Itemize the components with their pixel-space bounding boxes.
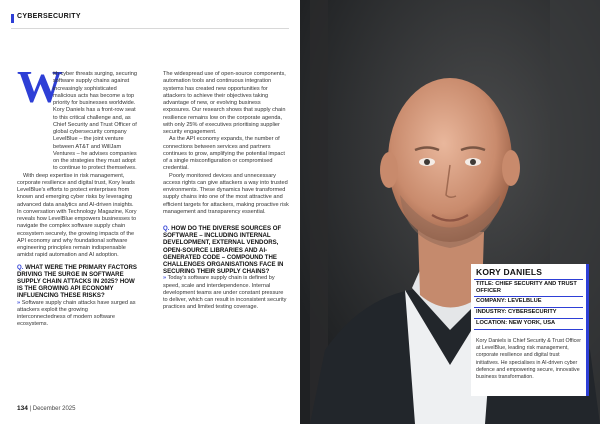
- profile-divider: [474, 296, 583, 297]
- page-number: 134: [17, 405, 28, 412]
- profile-industry: [476, 309, 557, 316]
- profile-industry-label: INDUSTRY:: [476, 309, 507, 315]
- profile-company-label: COMPANY:: [476, 298, 507, 304]
- question-heading: [17, 264, 137, 300]
- profile-divider: [474, 329, 583, 330]
- answer-paragraph: [163, 275, 289, 311]
- answer-paragraph: [17, 300, 137, 329]
- answer-arrow-icon: »: [17, 299, 21, 306]
- profile-title-label: TITLE:: [476, 281, 494, 287]
- profile-bio: Kory Daniels is Chief Security & Trust Officer at LevelBlue, leading risk management, corporate resilience and digital trust initiatives. He specialises in AI-driven cyber defence and empowering secure, innovative business transformation.: [476, 338, 581, 381]
- article-paragraph: Poorly monitored devices and unnecessary access rights can give attackers a way into trusted environments. These dynamics have transformed supply chains into one of the most attractive and efficient targets for attackers, making proactive risk management and transparency essential.: [163, 172, 289, 215]
- profile-company: [476, 298, 542, 305]
- profile-company-value: LEVELBLUE: [507, 298, 542, 304]
- answer-arrow-icon: »: [163, 275, 167, 282]
- profile-divider: [474, 307, 583, 308]
- article-paragraph: The widespread use of open-source components, automation tools and continuous integration systems has created new opportunities for attackers to achieve their objectives taking advantage of new, or evolving business exposures. Our research shows that supply chain resilience remains low on the corporate agenda, with only 25% of executives prioritising supplier security engagement.: [163, 71, 286, 135]
- profile-industry-value: CYBERSECURITY: [507, 309, 557, 315]
- section-tag: CYBERSECURITY: [17, 13, 81, 20]
- issue-date: December 2025: [32, 406, 76, 412]
- article-column-2: [163, 71, 289, 312]
- question-text: HOW DO THE DIVERSE SOURCES OF SOFTWARE – INCLUDING INTERNAL DEVELOPMENT, EXTERNAL VENDORS, OPEN-SOURCE LIBRARIES AND AI-GENERATED CODE – COMPOUND THE CHALLENGES ORGANISATIONS FACE IN SECURING THEIR SUPPLY CHAINS?: [163, 225, 284, 276]
- answer-text: Today's software supply chain is defined by speed, scale and interdependence. Internal development teams are under constant pressure to deliver, which can result in inconsistent security practices and limited testing coverage.: [163, 275, 287, 311]
- article-paragraph: As the API economy expands, the number of connections between services and partners continues to grow, amplifying the potential impact of a single misconfiguration or compromised credential.: [163, 136, 285, 172]
- profile-divider: [474, 279, 583, 280]
- article-column-1: [17, 71, 137, 329]
- drop-cap: W: [17, 61, 63, 112]
- profile-location-label: LOCATION:: [476, 320, 508, 326]
- article-paragraph: With deep expertise in risk management, corporate resilience and digital trust, Kory leads LevelBlue's efforts to protect enterprises from known and emerging cyber risks by leveraging advanced data analytics and AI-driven insights. In conversation with Technology Magazine, Kory reveals how LevelBlue empowers businesses to navigate the complex software supply chain ecosystem securely, the growing impacts of the API economy and why foundational software engineering principles remain indispensable amidst rapid automation and AI adoption.: [17, 172, 137, 259]
- page-footer: 134 | December 2025: [17, 405, 76, 412]
- profile-location-value: NEW YORK, USA: [508, 320, 556, 326]
- profile-location: [476, 320, 555, 327]
- profile-title-value: CHIEF SECURITY AND TRUST OFFICER: [476, 281, 577, 294]
- answer-text: Software supply chain attacks have surged as attackers exploit the growing interconnectedness of modern software ecosystems.: [17, 299, 136, 328]
- question-text: WHAT WERE THE PRIMARY FACTORS DRIVING THE SURGE IN SOFTWARE SUPPLY CHAIN ATTACKS IN 2025? HOW IS THE GROWING API ECONOMY INFLUENCING THESE RISKS?: [17, 263, 137, 300]
- article-paragraph: ith cyber threats surging, securing software supply chains against increasingly sophisticated malicious acts has become a top priority for businesses worldwide. Kory Daniels has a front-row seat to this critical challenge and, as Chief Security and Trust Officer of global cybersecurity company LevelBlue – the joint venture between AT&T and WillJam Ventures – he advises companies on the strategies they must adopt to continue to protect themselves.: [53, 71, 137, 172]
- section-accent-bar: [11, 14, 14, 23]
- question-heading: [163, 225, 289, 275]
- profile-divider: [474, 318, 583, 319]
- question-mark: Q.: [163, 225, 170, 232]
- profile-title: [476, 281, 582, 295]
- profile-name: KORY DANIELS: [476, 267, 543, 277]
- question-mark: Q.: [17, 263, 24, 271]
- header-divider: [11, 28, 289, 29]
